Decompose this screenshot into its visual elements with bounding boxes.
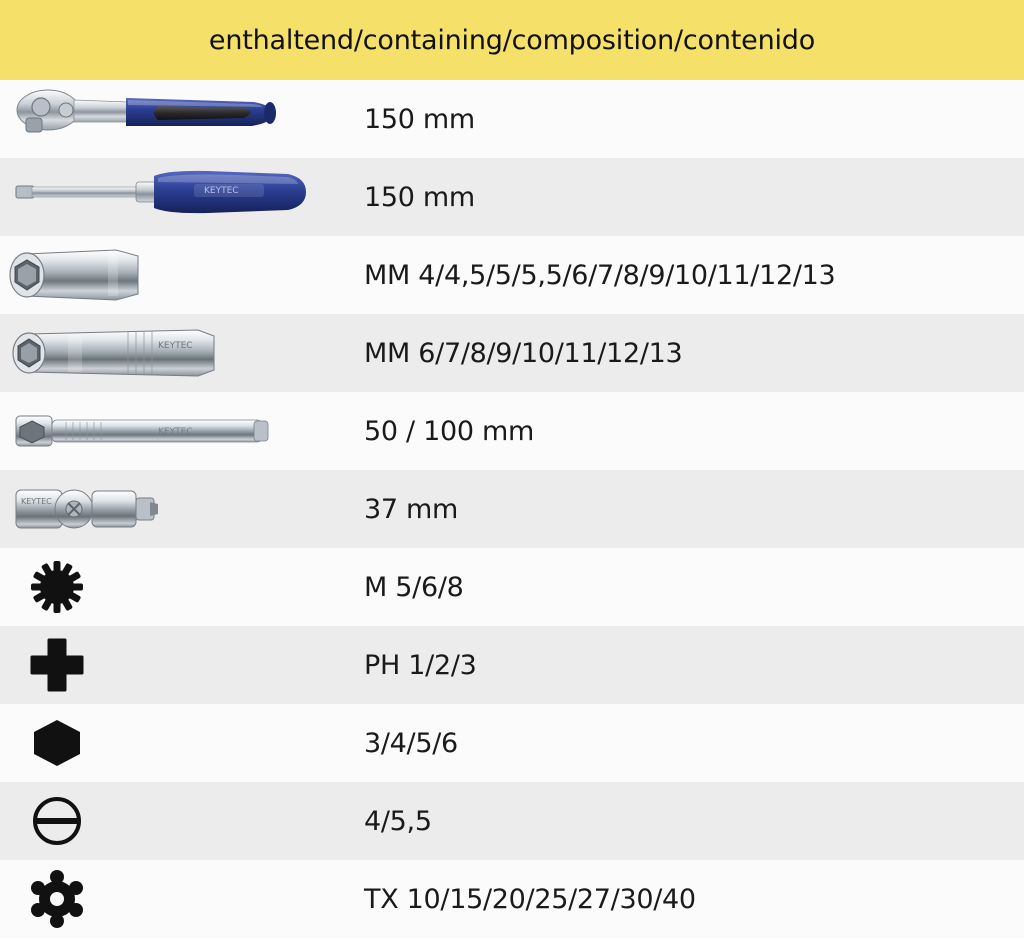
table-row bbox=[0, 158, 1024, 236]
row-label: 150 mm bbox=[364, 181, 475, 213]
universal-joint-icon bbox=[0, 470, 352, 548]
phillips-bit-shape bbox=[14, 635, 100, 695]
svg-text:KEYTEC: KEYTEC bbox=[21, 497, 52, 506]
short-socket-icon bbox=[0, 236, 352, 314]
extension-bar-icon bbox=[0, 392, 352, 470]
row-label: 50 / 100 mm bbox=[364, 415, 535, 447]
table-row bbox=[0, 80, 1024, 158]
table-row bbox=[0, 782, 1024, 860]
torx-bit-icon bbox=[0, 860, 352, 938]
table-row bbox=[0, 626, 1024, 704]
row-label: 37 mm bbox=[364, 493, 459, 525]
slotted-bit-shape bbox=[14, 791, 100, 851]
page-title: enthaltend/containing/composition/contenido bbox=[208, 24, 816, 56]
table-row bbox=[0, 548, 1024, 626]
bit-screwdriver-icon bbox=[0, 158, 352, 236]
deep-socket-icon bbox=[0, 314, 352, 392]
hex-bit-icon bbox=[0, 704, 352, 782]
table-row bbox=[0, 860, 1024, 938]
ratchet-handle-icon bbox=[0, 80, 352, 158]
table-row bbox=[0, 392, 1024, 470]
row-label: TX 10/15/20/25/27/30/40 bbox=[364, 883, 696, 915]
table-row bbox=[0, 314, 1024, 392]
svg-text:KEYTEC: KEYTEC bbox=[158, 427, 193, 437]
torx-bit-shape bbox=[14, 869, 100, 929]
table-header bbox=[0, 0, 1024, 80]
row-label: MM 4/4,5/5/5,5/6/7/8/9/10/11/12/13 bbox=[364, 259, 836, 291]
row-label: 4/5,5 bbox=[364, 805, 432, 837]
row-label: PH 1/2/3 bbox=[364, 649, 477, 681]
row-label: 3/4/5/6 bbox=[364, 727, 458, 759]
row-label: MM 6/7/8/9/10/11/12/13 bbox=[364, 337, 683, 369]
spline-bit-icon bbox=[0, 548, 352, 626]
svg-text:KEYTEC: KEYTEC bbox=[204, 186, 239, 196]
spline-bit-shape bbox=[14, 557, 100, 617]
table-row bbox=[0, 236, 1024, 314]
slotted-bit-icon bbox=[0, 782, 352, 860]
phillips-bit-icon bbox=[0, 626, 352, 704]
svg-text:KEYTEC: KEYTEC bbox=[158, 341, 193, 351]
row-label: 150 mm bbox=[364, 103, 475, 135]
table-row bbox=[0, 704, 1024, 782]
row-label: M 5/6/8 bbox=[364, 571, 464, 603]
table-row bbox=[0, 470, 1024, 548]
hex-bit-shape bbox=[14, 713, 100, 773]
